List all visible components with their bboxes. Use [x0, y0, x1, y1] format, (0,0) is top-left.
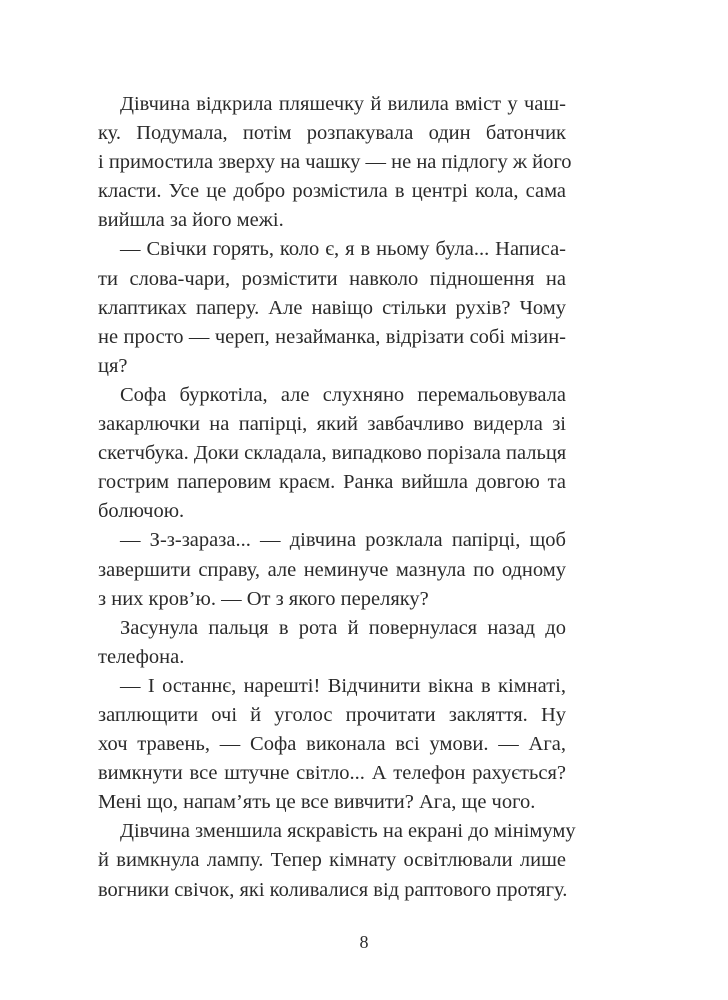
paragraph — [98, 235, 566, 380]
text-line: і примостила зверху на чашку — не на підлогу ж його — [98, 151, 572, 174]
text-line: завершити справу, але неминуче мазнула по одному — [98, 558, 566, 581]
text-line: класти. Усе це добро розмістила в центрі кола, сама — [98, 180, 566, 203]
text-line: хоч травень, — Софа виконала всі умови. — Ага, — [98, 733, 566, 756]
text-line: ку. Подумала, потім розпакувала один батончик — [98, 122, 566, 145]
text-line: Софа буркотіла, але слухняно перемальовувала — [120, 383, 566, 406]
text-line: Дівчина зменшила яскравість на екрані до мінімуму — [120, 820, 576, 843]
text-line: Дівчина відкрила пляшечку й вилила вміст у чаш- — [120, 93, 566, 115]
text-line: — Свічки горять, коло є, я в ньому була... Написа- — [120, 238, 566, 261]
paragraph — [98, 672, 566, 817]
text-line: скетчбука. Доки складала, випадково порізала пальця — [98, 442, 567, 465]
text-line: вогники свічок, які коливалися від раптового протягу. — [98, 878, 568, 901]
text-line: закарлючки на папірці, який завбачливо видерла зі — [98, 413, 566, 436]
text-line: — З-з-зараза... — дівчина розклала папірці, щоб — [120, 529, 566, 552]
text-line: клаптиках паперу. Але навіщо стільки рухів? Чому — [98, 296, 566, 319]
paragraph — [98, 526, 566, 613]
paragraph — [98, 817, 576, 904]
body-text — [98, 90, 576, 905]
paragraph — [98, 381, 566, 526]
text-line: телефона. — [98, 645, 185, 668]
text-line: з них кров’ю. — От з якого переляку? — [98, 587, 429, 610]
text-line: заплющити очі й уголос прочитати закляття. Ну — [98, 703, 566, 726]
text-line: — І останнє, нарешті! Відчинити вікна в кімнаті, — [120, 674, 566, 697]
paragraph — [98, 614, 566, 672]
text-line: Мені що, напам’ять це все вивчити? Ага, ще чого. — [98, 791, 536, 814]
text-line: вимкнути все штучне світло... А телефон рахується? — [98, 762, 566, 785]
text-line: не просто — череп, незайманка, відрізати собі мізин- — [98, 325, 566, 348]
text-line: вийшла за його межі. — [98, 209, 284, 232]
text-line: й вимкнула лампу. Тепер кімнату освітлювали лише — [98, 849, 566, 872]
page-number: 8 — [359, 932, 369, 952]
text-line: Засунула пальця в рота й повернулася назад до — [120, 616, 566, 639]
text-line: ця? — [98, 354, 128, 377]
text-line: ти слова-чари, розмістити навколо підношення на — [98, 267, 566, 290]
paragraph — [98, 90, 572, 235]
text-line: болючою. — [98, 500, 185, 523]
text-line: гострим паперовим краєм. Ранка вийшла довгою та — [98, 471, 566, 494]
